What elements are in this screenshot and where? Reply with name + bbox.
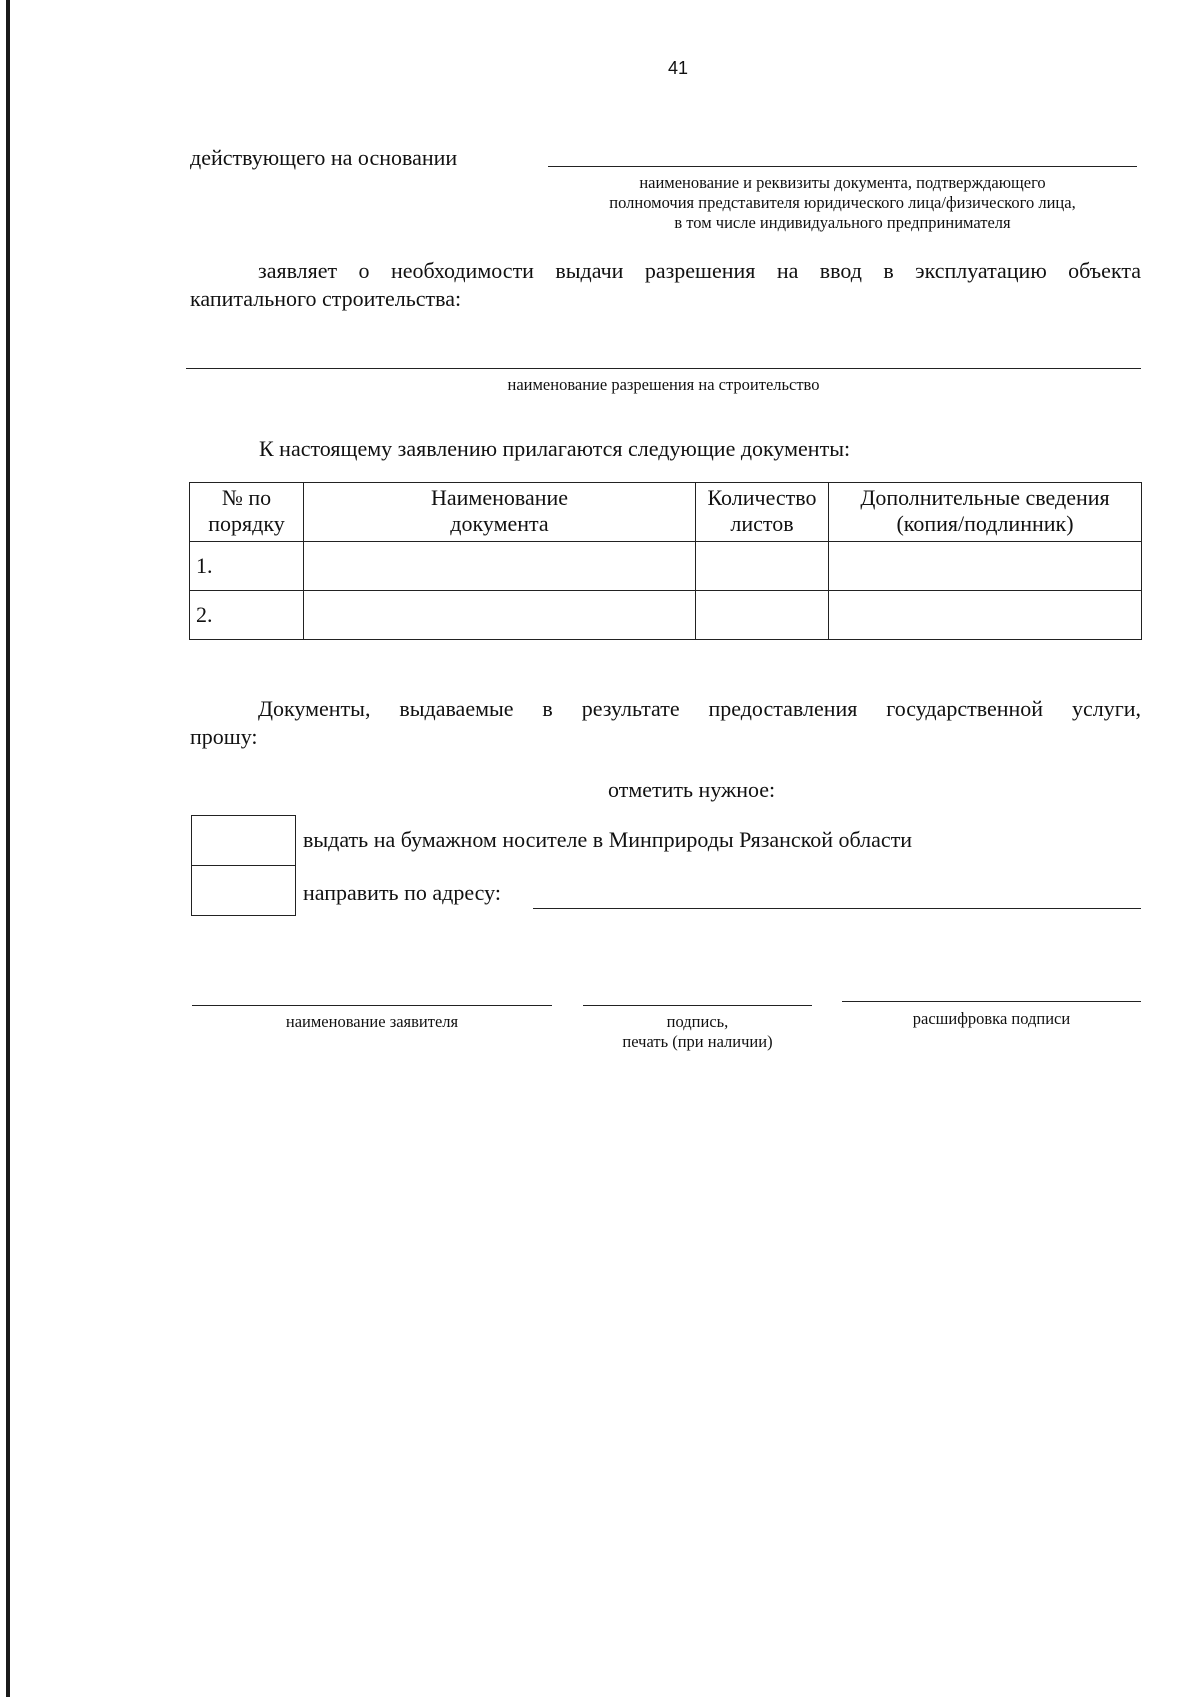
- signature-caption-line-2: печать (при наличии): [622, 1032, 773, 1051]
- applicant-fill-line[interactable]: [192, 1005, 552, 1006]
- documents-table: [189, 482, 1142, 640]
- header-sheet-count: Количество листов: [696, 483, 829, 542]
- header-number: № по порядку: [190, 483, 304, 542]
- result-docs-line-1: Документы, выдаваемые в результате предоставления государственной услуги,: [258, 696, 1141, 721]
- basis-fill-line: [548, 166, 1137, 167]
- option-address-label: направить по адресу:: [303, 880, 501, 905]
- scan-edge: [6, 0, 10, 1697]
- permit-caption: наименование разрешения на строительство: [507, 375, 820, 394]
- permit-fill-line: [186, 368, 1141, 369]
- header-additional-info: Дополнительные сведения (копия/подлинник): [829, 483, 1142, 542]
- statement-line-1: заявляет о необходимости выдачи разрешения на ввод в эксплуатацию объекта: [258, 258, 1141, 283]
- decryption-caption: расшифровка подписи: [912, 1009, 1071, 1028]
- row-additional-info[interactable]: [829, 591, 1142, 640]
- row-sheet-count[interactable]: [696, 591, 829, 640]
- signature-fill-line[interactable]: [583, 1005, 812, 1006]
- basis-caption: [540, 173, 1145, 233]
- mark-needed-label: отметить нужное:: [608, 777, 776, 802]
- basis-label: действующего на основании: [190, 145, 458, 170]
- signature-caption-line-1: подпись,: [666, 1012, 729, 1031]
- decryption-fill-line[interactable]: [842, 1001, 1141, 1002]
- row-document-name[interactable]: [304, 542, 696, 591]
- address-fill-line[interactable]: [533, 908, 1141, 909]
- basis-caption-line-1: наименование и реквизиты документа, подтверждающего: [639, 173, 1046, 192]
- row-number: 1.: [190, 542, 304, 591]
- table-header-row: [190, 483, 1142, 542]
- applicant-caption: наименование заявителя: [285, 1012, 459, 1031]
- basis-caption-line-3: в том числе индивидуального предпринимателя: [674, 213, 1011, 232]
- page-number: 41: [668, 58, 689, 78]
- header-document-name: Наименование документа: [304, 483, 696, 542]
- row-number: 2.: [190, 591, 304, 640]
- statement-line-2: капитального строительства:: [190, 286, 462, 311]
- basis-caption-line-2: полномочия представителя юридического лица/физического лица,: [609, 193, 1076, 212]
- address-delivery-checkbox[interactable]: [191, 865, 296, 916]
- table-row: [190, 591, 1142, 640]
- attachments-intro: К настоящему заявлению прилагаются следующие документы:: [259, 436, 851, 461]
- statement: [190, 257, 1141, 313]
- signature-caption: [583, 1012, 812, 1052]
- row-additional-info[interactable]: [829, 542, 1142, 591]
- row-sheet-count[interactable]: [696, 542, 829, 591]
- table-row: [190, 542, 1142, 591]
- result-docs: [190, 695, 1141, 751]
- paper-delivery-checkbox[interactable]: [191, 815, 296, 866]
- option-paper-label: выдать на бумажном носителе в Минприроды Рязанской области: [303, 827, 913, 852]
- result-docs-line-2: прошу:: [190, 724, 258, 749]
- row-document-name[interactable]: [304, 591, 696, 640]
